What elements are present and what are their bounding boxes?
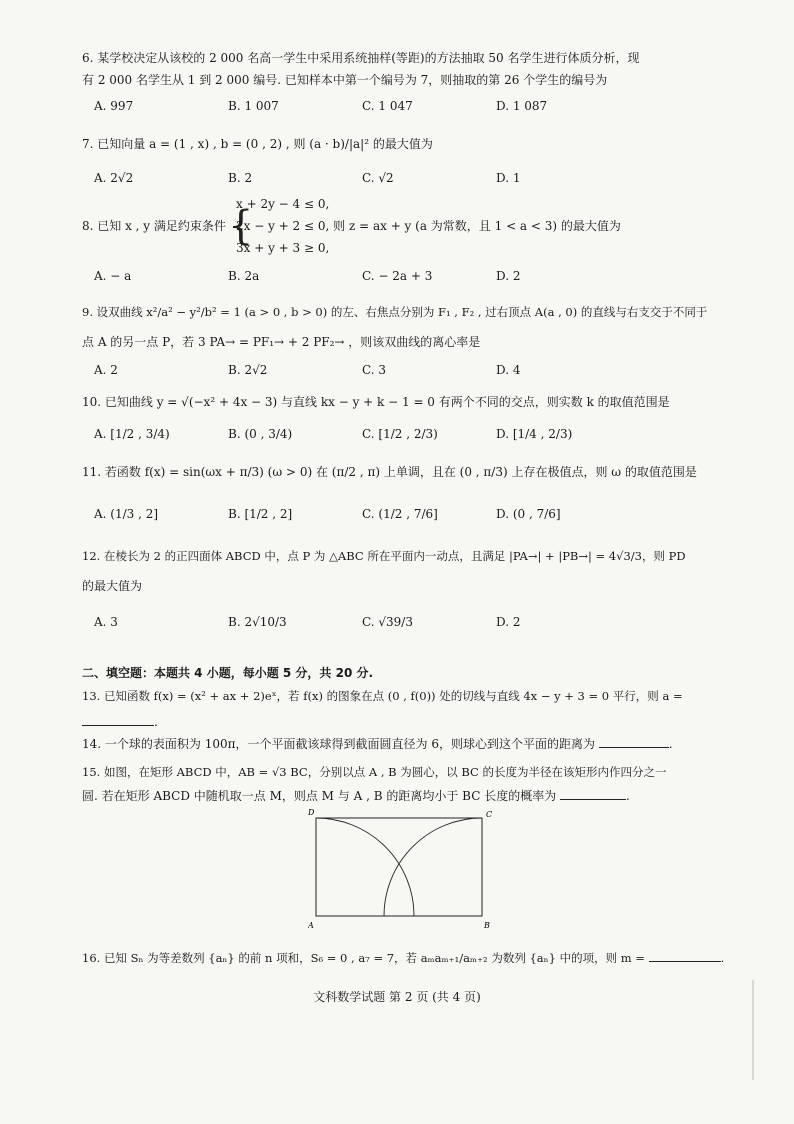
question-14-text: 14. 一个球的表面积为 100π，一个平面截该球得到截面圆直径为 6，则球心到这个平面的距离为 <box>82 737 595 751</box>
question-7: 7. 已知向量 a = (1 , x) , b = (0 , 2) , 则 (a · b)/|a|² 的最大值为 <box>82 137 433 151</box>
option-a: A. [1/2 , 3/4) <box>94 427 170 441</box>
question-6-line-2: 有 2 000 名学生从 1 到 2 000 编号. 已知样本中第一个编号为 7，则抽取的第 26 个学生的编号为 <box>82 73 608 87</box>
option-d: D. 1 <box>496 171 521 185</box>
option-c: C. 1 047 <box>362 99 413 113</box>
option-b: B. 2√10/3 <box>228 615 287 629</box>
page-footer: 文科数学试题 第 2 页 (共 4 页) <box>313 990 481 1004</box>
question-8-lead: 8. 已知 x , y 满足约束条件 <box>82 219 226 233</box>
question-12-line-1: 12. 在棱长为 2 的正四面体 ABCD 中，点 P 为 △ABC 所在平面内一动点，且满足 |PA→| + |PB→| = 4√3/3，则 PD <box>82 549 686 563</box>
question-11-options <box>94 504 704 524</box>
option-d: D. 2 <box>496 269 521 283</box>
answer-blank-16[interactable] <box>649 949 721 962</box>
question-15-line-1: 15. 如图，在矩形 ABCD 中，AB = √3 BC，分别以点 A , B 为圆心，以 BC 的长度为半径在该矩形内作四分之一 <box>82 765 667 779</box>
option-b: B. [1/2 , 2] <box>228 507 293 521</box>
option-d: D. 2 <box>496 615 521 629</box>
option-d: D. 1 087 <box>496 99 548 113</box>
question-14 <box>82 734 702 754</box>
option-a: A. 2√2 <box>94 171 134 185</box>
question-10: 10. 已知曲线 y = √(−x² + 4x − 3) 与直线 kx − y + k − 1 = 0 有两个不同的交点，则实数 k 的取值范围是 <box>82 395 670 409</box>
vertex-a-label: A <box>308 921 314 930</box>
question-6-options <box>94 96 704 116</box>
quarter-circle-b <box>384 818 482 916</box>
question-7-options <box>94 168 704 188</box>
option-b: B. 1 007 <box>228 99 279 113</box>
option-d: D. (0 , 7/6] <box>496 507 561 521</box>
option-a: A. 2 <box>94 363 118 377</box>
option-d: D. 4 <box>496 363 521 377</box>
constraint-brace: { <box>228 203 254 249</box>
quarter-circle-a <box>316 818 414 916</box>
question-9-options <box>94 360 704 380</box>
period: . <box>154 715 158 729</box>
question-11: 11. 若函数 f(x) = sin(ωx + π/3) (ω > 0) 在 (π/2 , π) 上单调，且在 (0 , π/3) 上存在极值点，则 ω 的取值范围是 <box>82 465 697 479</box>
question-16 <box>82 948 725 968</box>
option-c: C. 3 <box>362 363 387 377</box>
section-heading-fill-in: 二、填空题：本题共 4 小题，每小题 5 分，共 20 分. <box>82 666 374 680</box>
period: . <box>668 737 673 751</box>
question-9-line-1: 9. 设双曲线 x²/a² − y²/b² = 1 (a > 0 , b > 0) 的左、右焦点分别为 F₁ , F₂ , 过右顶点 A(a , 0) 的直线与右支交于不同于 <box>82 305 708 319</box>
rectangle-quarter-circles-figure <box>308 808 494 932</box>
vertex-c-label: C <box>486 810 493 819</box>
period: . <box>626 789 630 803</box>
question-9-line-2: 点 A 的另一点 P，若 3 PA→ = PF₁→ + 2 PF₂→ ，则该双曲线的离心率是 <box>82 335 481 349</box>
question-13-line-2 <box>82 712 702 732</box>
constraint-3: 3x + y + 3 ≥ 0, <box>236 241 330 255</box>
constraint-1: x + 2y − 4 ≤ 0, <box>236 197 330 211</box>
question-6-line-1: 6. 某学校决定从该校的 2 000 名高一学生中采用系统抽样(等距)的方法抽取 50 名学生进行体质分析，现 <box>82 51 640 65</box>
option-a: A. (1/3 , 2] <box>94 507 159 521</box>
option-a: A. 3 <box>94 615 118 629</box>
option-c: C. − 2a + 3 <box>362 269 433 283</box>
option-b: B. (0 , 3/4) <box>228 427 293 441</box>
option-c: C. √2 <box>362 171 394 185</box>
answer-blank-15[interactable] <box>560 787 626 800</box>
question-16-text: 16. 已知 Sₙ 为等差数列 {aₙ} 的前 n 项和，S₆ = 0 , a₇ = 7，若 aₘaₘ₊₁/aₘ₊₂ 为数列 {aₙ} 中的项，则 m = <box>82 951 645 965</box>
option-b: B. 2a <box>228 269 260 283</box>
question-8-options <box>94 266 704 286</box>
option-c: C. √39/3 <box>362 615 413 629</box>
answer-blank-13[interactable] <box>82 713 154 726</box>
question-13-line-1: 13. 已知函数 f(x) = (x² + ax + 2)eˣ，若 f(x) 的图象在点 (0 , f(0)) 处的切线与直线 4x − y + 3 = 0 平行，则 a = <box>82 689 683 703</box>
rectangle-abcd <box>316 818 482 916</box>
question-12-options <box>94 612 704 632</box>
question-15-line-2 <box>82 786 702 806</box>
vertex-b-label: B <box>484 921 490 930</box>
option-c: C. [1/2 , 2/3) <box>362 427 438 441</box>
option-c: C. (1/2 , 7/6] <box>362 507 438 521</box>
option-b: B. 2√2 <box>228 363 268 377</box>
question-12-line-2: 的最大值为 <box>82 579 143 593</box>
option-d: D. [1/4 , 2/3) <box>496 427 573 441</box>
answer-blank-14[interactable] <box>599 735 669 748</box>
option-a: A. 997 <box>94 99 134 113</box>
question-15-text: 圆. 若在矩形 ABCD 中随机取一点 M，则点 M 与 A , B 的距离均小于 BC 长度的概率为 <box>82 789 557 803</box>
option-b: B. 2 <box>228 171 253 185</box>
constraint-2: 2x − y + 2 ≤ 0, 则 z = ax + y (a 为常数，且 1 < a < 3) 的最大值为 <box>236 219 621 233</box>
question-10-options <box>94 424 704 444</box>
option-a: A. − a <box>94 269 132 283</box>
scan-artifact <box>752 980 754 1080</box>
period: . <box>720 951 725 965</box>
vertex-d-label: D <box>308 808 315 817</box>
